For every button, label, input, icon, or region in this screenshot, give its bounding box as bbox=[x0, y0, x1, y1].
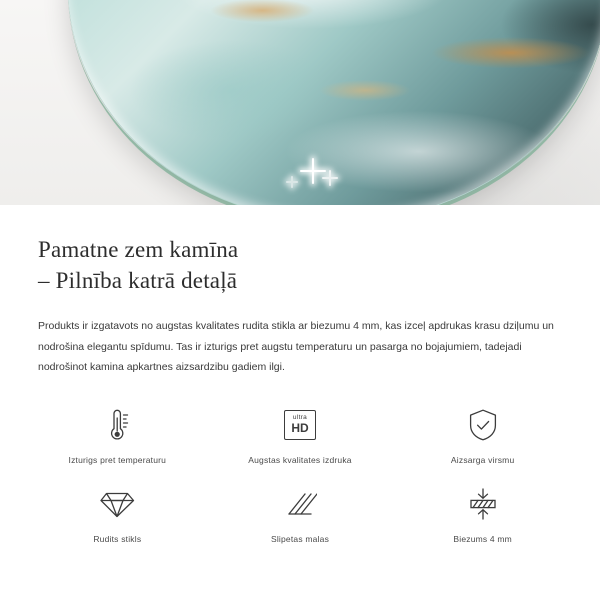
feature-label: Augstas kvalitates izdruka bbox=[248, 454, 352, 465]
feature-item-surface-protection bbox=[391, 404, 574, 465]
feature-item-polished-edges bbox=[209, 483, 392, 544]
feature-label: Izturigs pret temperaturu bbox=[68, 454, 167, 465]
ultra-hd-icon: ultra HD bbox=[284, 404, 316, 446]
thickness-icon bbox=[466, 483, 500, 525]
content-area bbox=[0, 205, 600, 544]
hero-image bbox=[0, 0, 600, 205]
feature-item-thickness bbox=[391, 483, 574, 544]
feature-grid bbox=[26, 404, 574, 544]
polished-edges-icon bbox=[283, 483, 317, 525]
glass-panel bbox=[68, 0, 600, 205]
thermometer-icon bbox=[100, 404, 134, 446]
feature-label: Aizsarga virsmu bbox=[450, 454, 515, 465]
feature-label: Rudits stikls bbox=[93, 533, 142, 544]
page-title bbox=[38, 235, 558, 296]
page-title-line-2: – Pilnība katrā detaļā bbox=[38, 267, 238, 293]
marble-artwork bbox=[68, 0, 600, 205]
feature-item-tempered-glass bbox=[26, 483, 209, 544]
shield-check-icon bbox=[467, 404, 499, 446]
feature-item-print-quality bbox=[209, 404, 392, 465]
feature-label: Slipetas malas bbox=[270, 533, 330, 544]
description-text: Produkts ir izgatavots no augstas kvalitates rudita stikla ar biezumu 4 mm, kas izceļ apdrukas krasu dziļumu un nodrošina elegantu spīdumu. Tas ir izturigs pret augstu temperaturu un pasarga no bojajumiem, tadejadi nodrošinot kamina apkartnes aizsardzibu gadiem ilgi. bbox=[38, 320, 554, 374]
page-title-line-1: Pamatne zem kamīna bbox=[38, 237, 239, 262]
feature-item-temperature bbox=[26, 404, 209, 465]
feature-label: Biezums 4 mm bbox=[453, 533, 512, 544]
diamond-icon bbox=[99, 483, 135, 525]
